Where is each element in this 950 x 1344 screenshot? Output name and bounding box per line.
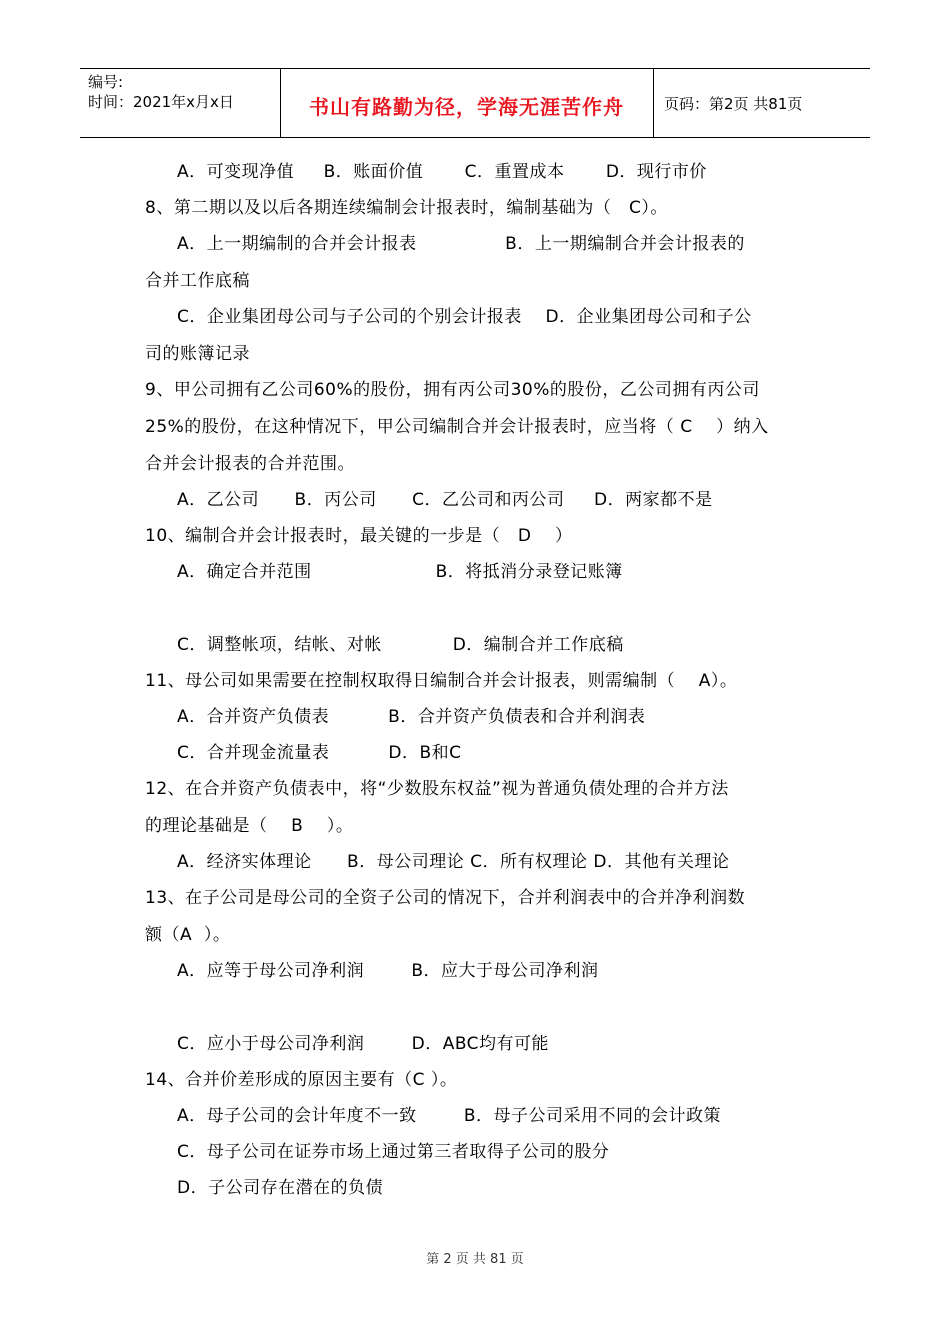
text-line: 合并工作底稿 [145,271,250,291]
text-line: A．可变现净值 B．账面价值 C．重置成本 D．现行市价 [177,162,707,182]
text-line: A．合并资产负债表 B．合并资产负债表和合并利润表 [177,707,646,727]
text-line: A．经济实体理论 B．母公司理论 C．所有权理论 D．其他有关理论 [177,852,730,872]
text-line: A．确定合并范围 B．将抵消分录登记账簿 [177,562,623,582]
text-line: C．合并现金流量表 D．B和C [177,743,462,763]
page-header [80,68,870,138]
text-line: 25%的股份，在这种情况下，甲公司编制合并会计报表时，应当将（ C ）纳入 [145,417,769,437]
question-12: 12、在合并资产负债表中，将“少数股东权益”视为普通负债处理的合并方法 [145,779,729,799]
question-8: 8、第二期以及以后各期连续编制会计报表时，编制基础为（ C）。 [145,198,668,218]
header-page-info: 页码：第2页 共81页 [664,95,803,113]
header-meta [88,72,234,112]
text-line: C．调整帐项，结帐、对帐 D．编制合并工作底稿 [177,635,624,655]
question-14: 14、合并价差形成的原因主要有（C ）。 [145,1070,458,1090]
text-line: C．母子公司在证券市场上通过第三者取得子公司的股分 [177,1142,610,1162]
text-line: A．上一期编制的合并会计报表 B．上一期编制合并会计报表的 [177,234,745,254]
number-label: 编号: [88,73,124,91]
text-line: 额（A ）。 [145,925,231,945]
question-10: 10、编制合并会计报表时，最关键的一步是（ D ） [145,526,573,546]
header-divider [653,69,654,137]
text-line: 的理论基础是（ B ）。 [145,816,354,836]
question-9: 9、甲公司拥有乙公司60%的股份，拥有丙公司30%的股份，乙公司拥有丙公司 [145,380,760,400]
text-line: C．应小于母公司净利润 D．ABC均有可能 [177,1034,550,1054]
question-13: 13、在子公司是母公司的全资子公司的情况下，合并利润表中的合并净利润数 [145,888,746,908]
header-motto: 书山有路勤为径，学海无涯苦作舟 [309,95,624,119]
question-11: 11、母公司如果需要在控制权取得日编制合并会计报表，则需编制（ A）。 [145,671,738,691]
text-line: C．企业集团母公司与子公司的个别会计报表 D．企业集团母公司和子公 [177,307,752,327]
text-line: 合并会计报表的合并范围。 [145,454,355,474]
time-label: 时间：2021年x月x日 [88,93,234,111]
text-line: 司的账簿记录 [145,344,250,364]
text-line: A．母子公司的会计年度不一致 B．母子公司采用不同的会计政策 [177,1106,722,1126]
text-line: D．子公司存在潜在的负债 [177,1178,384,1198]
text-line: A．乙公司 B．丙公司 C．乙公司和丙公司 D．两家都不是 [177,490,713,510]
page-footer: 第 2 页 共 81 页 [426,1252,524,1267]
text-line: A．应等于母公司净利润 B．应大于母公司净利润 [177,961,599,981]
